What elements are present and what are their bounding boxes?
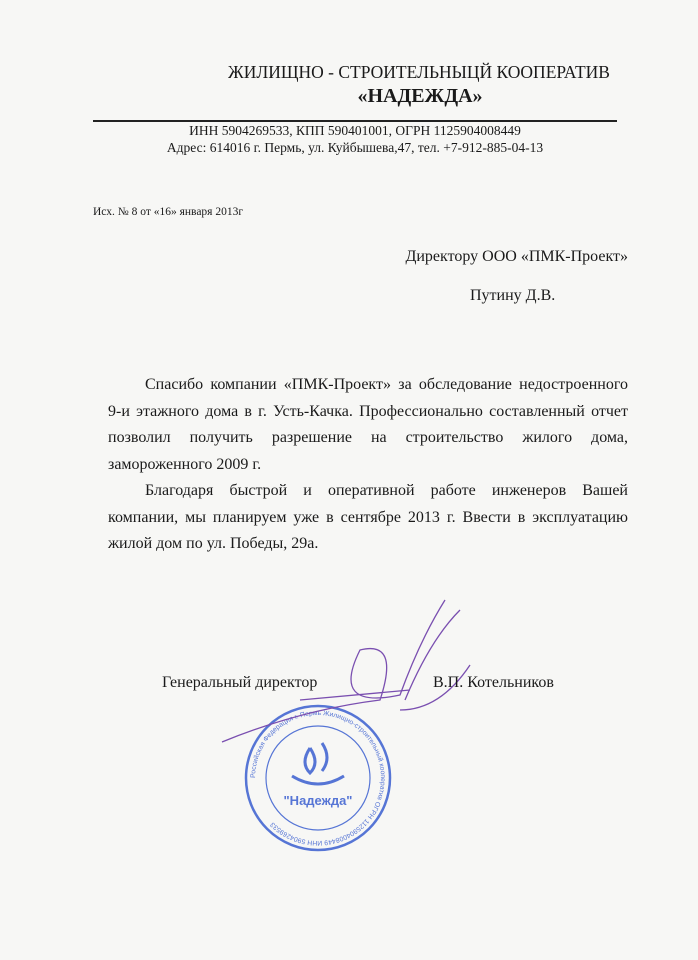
stamp-center-text: "Надежда" bbox=[283, 793, 353, 808]
addressee-name: Путину Д.В. bbox=[470, 287, 556, 304]
signatory-position: Генеральный директор bbox=[162, 674, 318, 691]
signatory-name: В.П. Котельников bbox=[433, 674, 554, 691]
org-line: ЖИЛИЩНО - СТРОИТЕЛЬНЫЦЙ КООПЕРАТИВ bbox=[228, 62, 610, 82]
addressee-position: Директору ООО «ПМК-Проект» bbox=[405, 248, 628, 265]
paragraph: Благодаря быстрой и оперативной работе инженеров Вашей компании, мы планируем уже в сентябре 2013 г. Ввести в эксплуатацию жилой дом по ул. Победы, 29а. bbox=[108, 482, 628, 552]
address: Адрес: 614016 г. Пермь, ул. Куйбышева,47, тел. +7-912-885-04-13 bbox=[166, 140, 544, 155]
requisites: ИНН 5904269533, КПП 590401001, ОГРН 1125904008449 bbox=[189, 123, 521, 138]
stamp bbox=[246, 706, 390, 850]
outgoing-reference: Исх. № 8 от «16» января 2013г bbox=[93, 206, 244, 218]
paragraph: Спасибо компании «ПМК-Проект» за обследование недостроенного 9-и этажного дома в г. Усть-Качка. Профессионально составленный отчет позволил получить разрешение на строительство жилого дома, замороженного 2009 г. bbox=[108, 376, 628, 473]
org-name: «НАДЕЖДА» bbox=[357, 85, 483, 107]
stamp-ring-text: Российская Федерация г. Пермь Жилищно-строительный кооператив ОГРН 1125904008449 ИНН 5904269533 bbox=[249, 709, 387, 847]
